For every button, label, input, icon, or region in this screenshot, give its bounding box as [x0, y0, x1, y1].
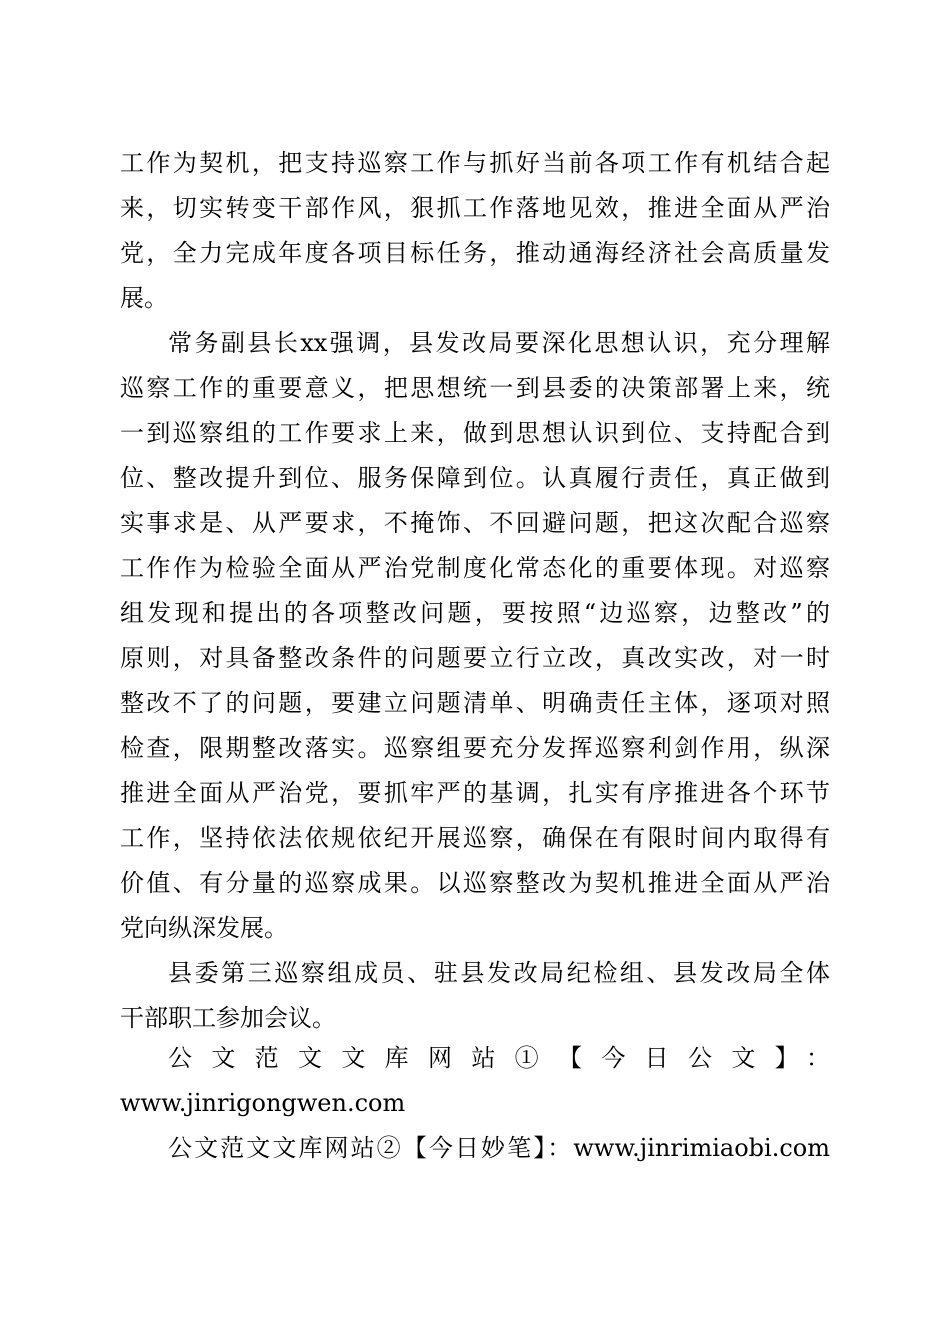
paragraph-line: 价值、有分量的巡察成果。以巡察整改为契机推进全面从严治	[120, 869, 830, 897]
paragraph-line: 巡察工作的重要意义，把思想统一到县委的决策部署上来，统	[120, 374, 830, 402]
paragraph-line: 工作作为检验全面从严治党制度化常态化的重要体现。对巡察	[120, 554, 830, 582]
paragraph-line: 原则，对具备整改条件的问题要立行立改，真改实改，对一时	[120, 644, 830, 672]
website-line-2: 公文范文文库网站②【今日妙笔】：www.jinrimiaobi.com	[168, 1134, 830, 1162]
paragraph-line: 组发现和提出的各项整改问题，要按照“边巡察，边整改”的	[120, 599, 830, 627]
paragraph-line: 工作，坚持依法依规依纪开展巡察，确保在有限时间内取得有	[120, 824, 830, 852]
paragraph-line: 党向纵深发展。	[120, 914, 288, 942]
paragraph-line: 展。	[120, 284, 168, 312]
website-line-1: 公文范文文库网站①【今日公文】：	[168, 1044, 830, 1072]
paragraph-line: 一到巡察组的工作要求上来，做到思想认识到位、支持配合到	[120, 419, 830, 447]
paragraph-line: 整改不了的问题，要建立问题清单、明确责任主体，逐项对照	[120, 689, 830, 717]
paragraph-line: 干部职工参加会议。	[120, 1004, 336, 1032]
paragraph-line: 党，全力完成年度各项目标任务，推动通海经济社会高质量发	[120, 239, 830, 267]
website-url-1: www.jinrigongwen.com	[120, 1089, 406, 1117]
paragraph-line: 县委第三巡察组成员、驻县发改局纪检组、县发改局全体	[168, 959, 830, 987]
paragraph-line: 位、整改提升到位、服务保障到位。认真履行责任，真正做到	[120, 464, 830, 492]
paragraph-line: 推进全面从严治党，要抓牢严的基调，扎实有序推进各个环节	[120, 779, 830, 807]
paragraph-line: 工作为契机，把支持巡察工作与抓好当前各项工作有机结合起	[120, 149, 830, 177]
paragraph-line: 常务副县长xx强调，县发改局要深化思想认识，充分理解	[168, 329, 830, 357]
paragraph-line: 实事求是、从严要求，不掩饰、不回避问题，把这次配合巡察	[120, 509, 830, 537]
paragraph-line: 来，切实转变干部作风，狠抓工作落地见效，推进全面从严治	[120, 194, 830, 222]
paragraph-line: 检查，限期整改落实。巡察组要充分发挥巡察利剑作用，纵深	[120, 734, 830, 762]
